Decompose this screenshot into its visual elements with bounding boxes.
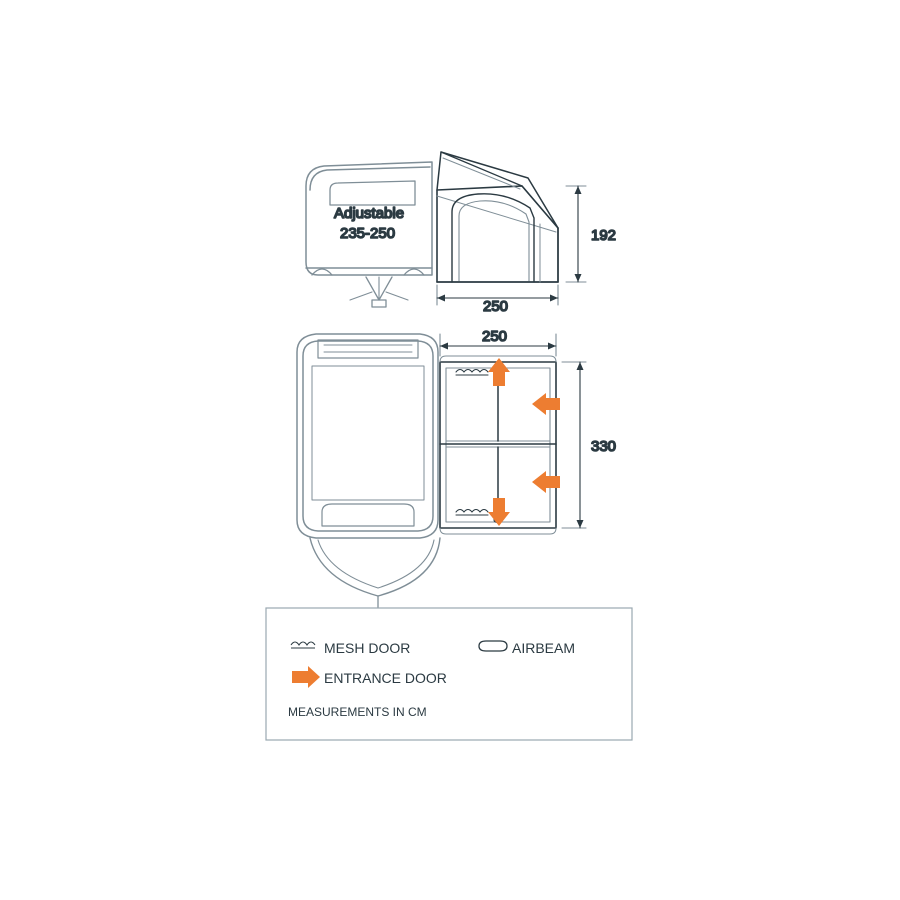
side-depth-value: 250 [483, 298, 509, 315]
legend-label-entrance-door: ENTRANCE DOOR [324, 670, 447, 686]
plan-length-value: 330 [591, 438, 617, 455]
plan-width-value: 250 [482, 328, 508, 345]
side-height-value: 192 [591, 227, 617, 244]
legend-footnote: MEASUREMENTS IN CM [288, 705, 427, 719]
adjustable-label-line2: 235-250 [340, 225, 396, 242]
legend-border [266, 608, 632, 740]
legend-label-mesh-door: MESH DOOR [324, 640, 411, 656]
legend-label-airbeam: AIRBEAM [512, 640, 576, 656]
legend-panel [266, 608, 632, 740]
adjustable-label-line1: Adjustable [334, 205, 405, 222]
